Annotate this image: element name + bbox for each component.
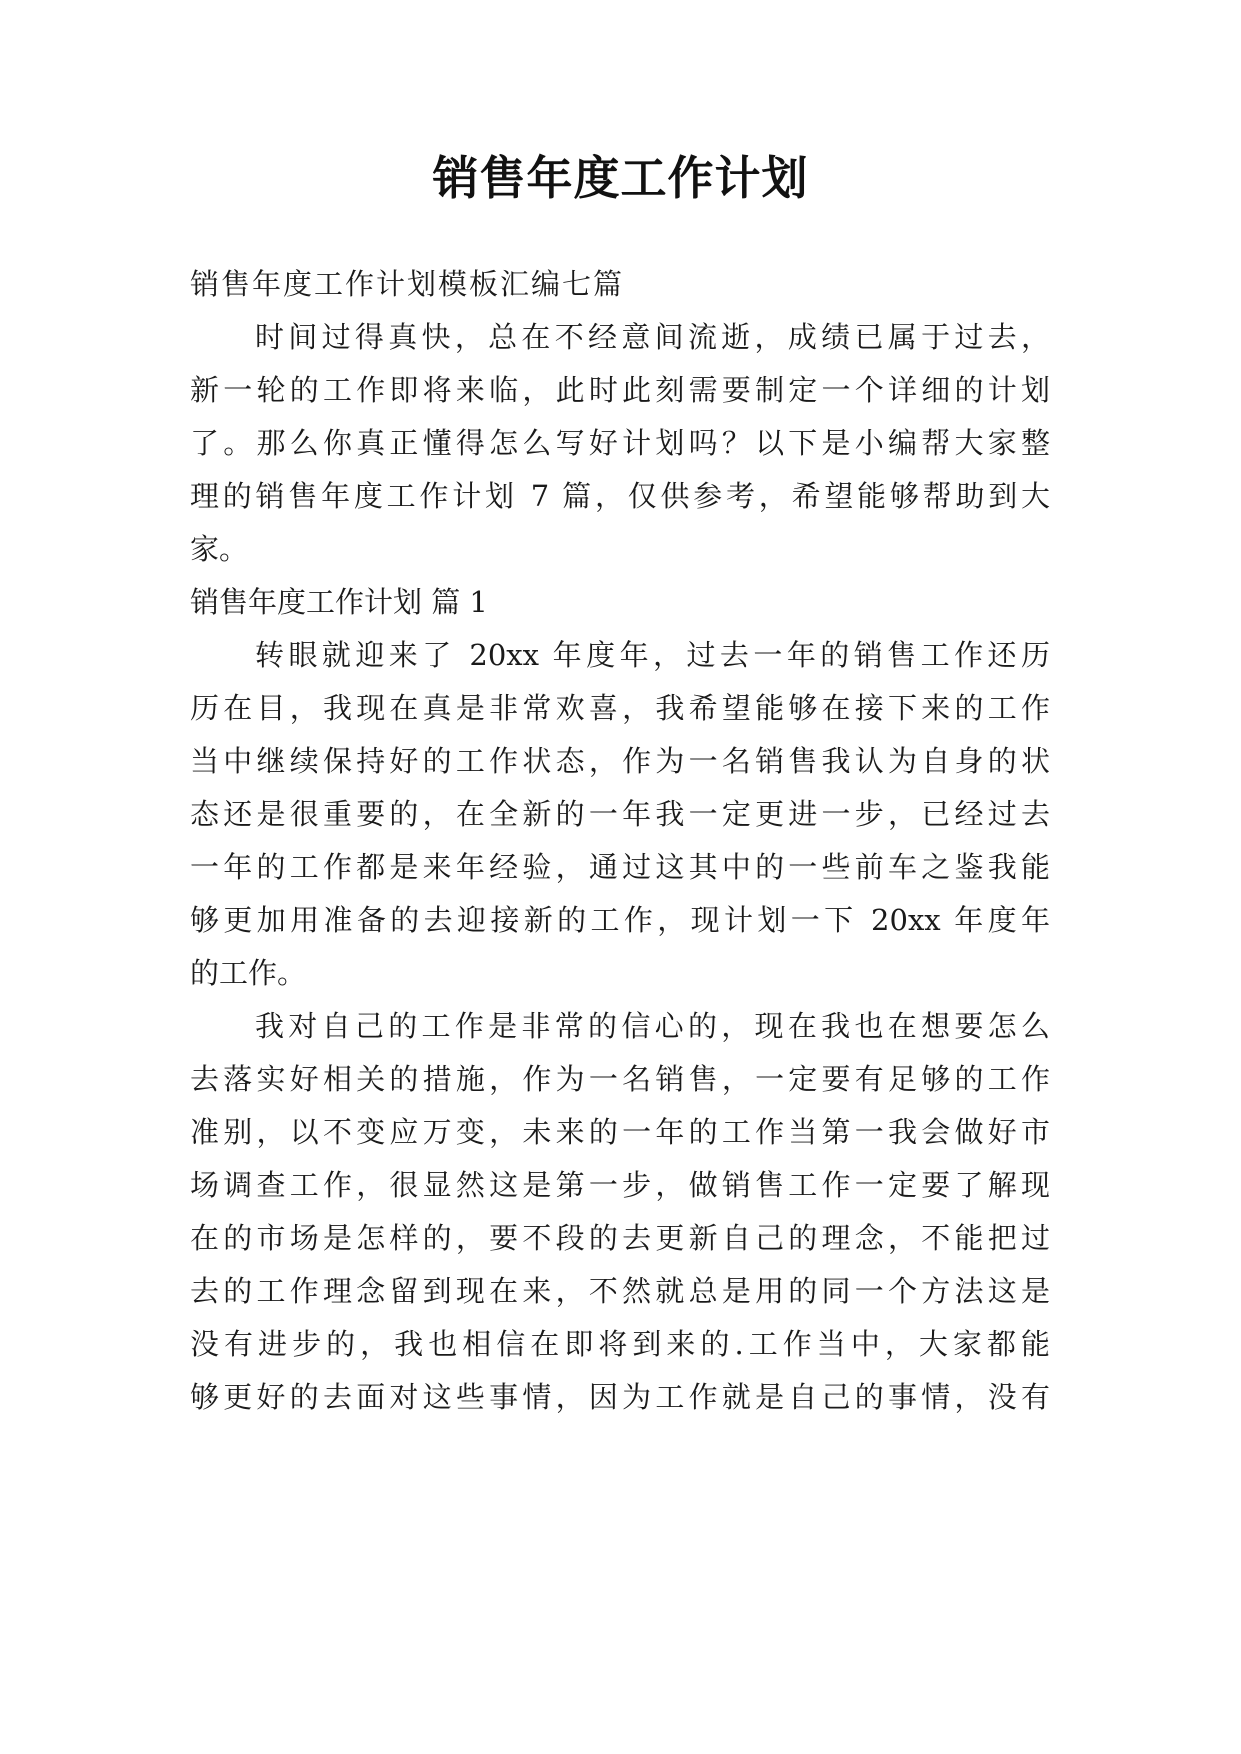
document-subtitle: 销售年度工作计划模板汇编七篇 — [190, 267, 625, 301]
paragraph-line: 我对自己的工作是非常的信心的，现在我也在想要怎么 — [255, 1009, 1050, 1043]
paragraph-line: 准别，以不变应万变，未来的一年的工作当第一我会做好市 — [190, 1115, 1050, 1149]
intro-line: 时间过得真快，总在不经意间流逝，成绩已属于过去， — [255, 320, 1050, 354]
intro-line: 家。 — [190, 532, 249, 566]
intro-line: 了。那么你真正懂得怎么写好计划吗？以下是小编帮大家整 — [190, 426, 1050, 460]
intro-line: 新一轮的工作即将来临，此时此刻需要制定一个详细的计划 — [190, 373, 1050, 407]
paragraph-line: 够更好的去面对这些事情，因为工作就是自己的事情，没有 — [190, 1380, 1050, 1414]
paragraph-line: 态还是很重要的，在全新的一年我一定更进一步，已经过去 — [190, 797, 1050, 831]
paragraph-line: 当中继续保持好的工作状态，作为一名销售我认为自身的状 — [190, 744, 1050, 778]
paragraph-line: 够更加用准备的去迎接新的工作，现计划一下 20xx 年度年 — [190, 903, 1050, 937]
intro-line: 理的销售年度工作计划 7 篇，仅供参考，希望能够帮助到大 — [190, 479, 1050, 513]
paragraph-line: 场调查工作，很显然这是第一步，做销售工作一定要了解现 — [190, 1168, 1050, 1202]
paragraph-line: 在的市场是怎样的，要不段的去更新自己的理念，不能把过 — [190, 1221, 1050, 1255]
paragraph-line: 去落实好相关的措施，作为一名销售，一定要有足够的工作 — [190, 1062, 1050, 1096]
paragraph-line: 历在目，我现在真是非常欢喜，我希望能够在接下来的工作 — [190, 691, 1050, 725]
paragraph-line: 去的工作理念留到现在来，不然就总是用的同一个方法这是 — [190, 1274, 1050, 1308]
section-heading: 销售年度工作计划 篇 1 — [190, 585, 488, 619]
paragraph-line: 的工作。 — [190, 956, 307, 990]
paragraph-line: 没有进步的，我也相信在即将到来的.工作当中，大家都能 — [190, 1327, 1050, 1361]
paragraph-line: 转眼就迎来了 20xx 年度年，过去一年的销售工作还历 — [255, 638, 1050, 672]
document-title: 销售年度工作计划 — [432, 151, 809, 205]
paragraph-line: 一年的工作都是来年经验，通过这其中的一些前车之鉴我能 — [190, 850, 1050, 884]
